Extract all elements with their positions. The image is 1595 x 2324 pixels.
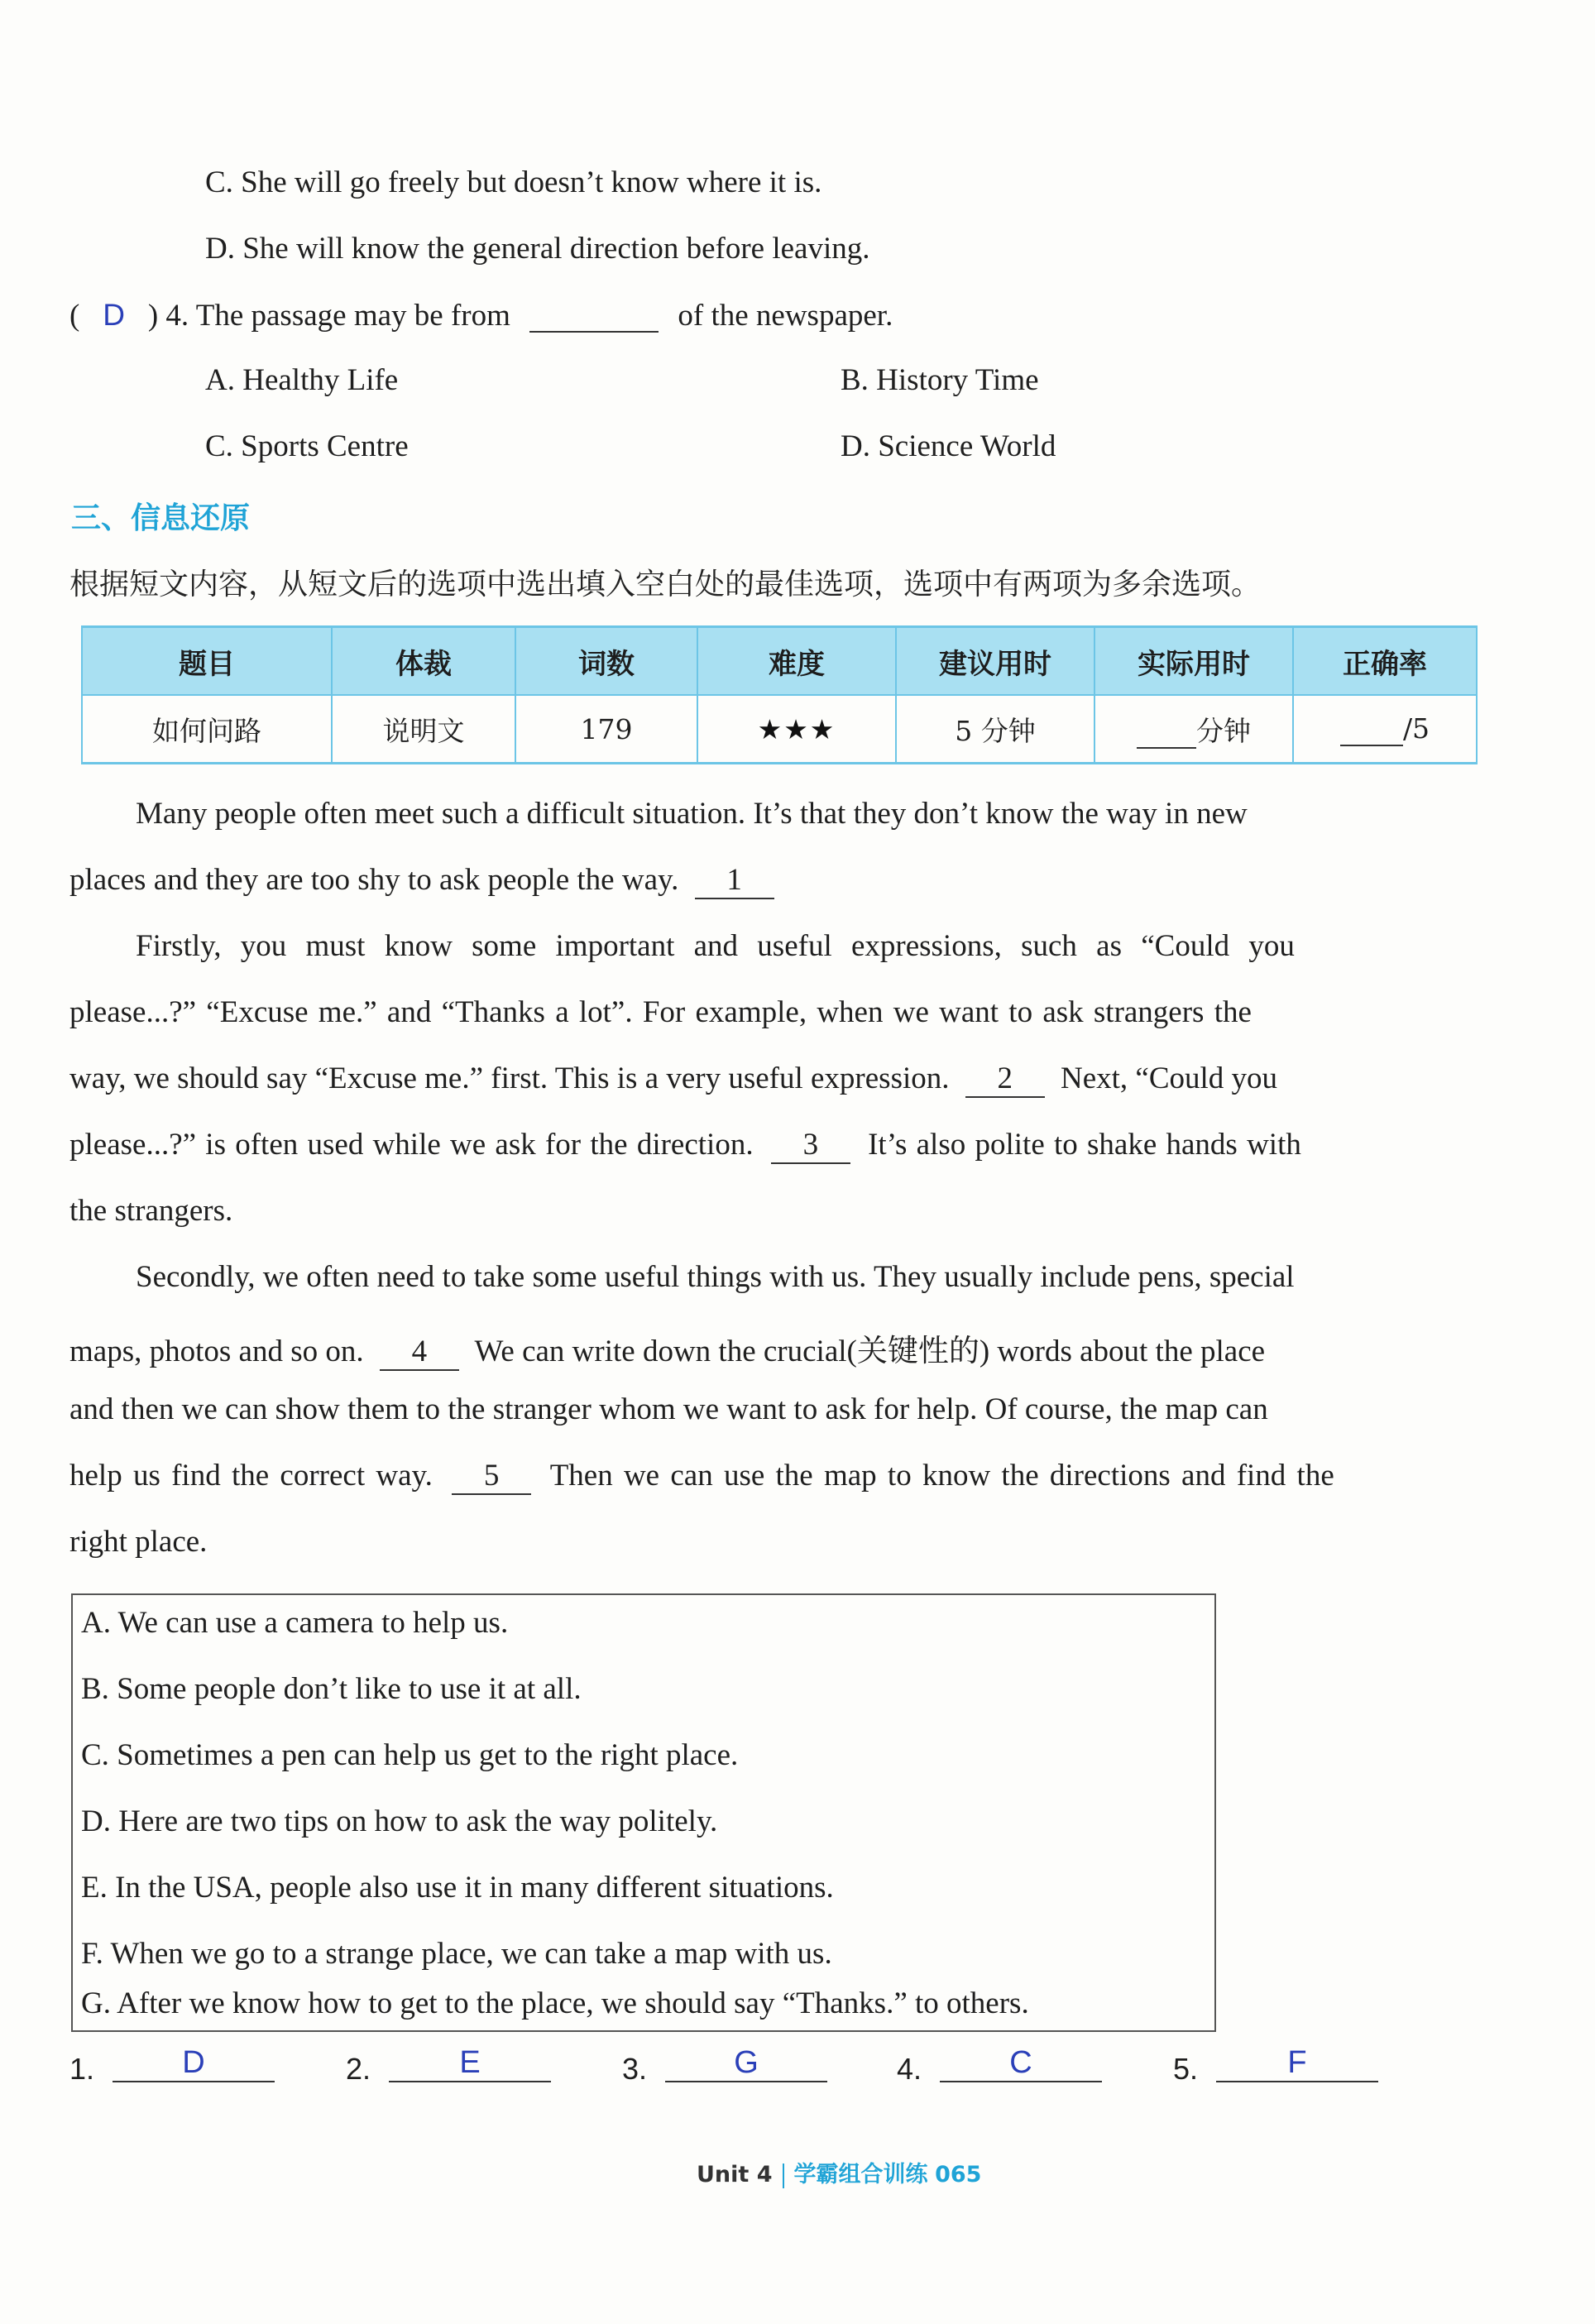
answer-5-value[interactable]: F (1216, 2045, 1378, 2082)
answer-1-value[interactable]: D (113, 2045, 275, 2082)
q3-option-d: D. She will know the general direction before leaving. (205, 232, 870, 266)
answer-2-num: 2. (346, 2052, 371, 2086)
passage-p1-line2-text: places and they are too shy to ask people the way. (69, 863, 679, 897)
answer-1[interactable] (69, 2045, 275, 2089)
cell-topic: 如何问路 (82, 695, 332, 764)
choice-g: G. After we know how to get to the place, we should say “Thanks.” to others. (81, 1986, 1029, 2020)
passage-p2-line4 (69, 1127, 1301, 1164)
question-4 (69, 299, 893, 333)
header-suggested-time: 建议用时 (896, 627, 1094, 696)
actual-time-unit: 分钟 (1196, 714, 1251, 747)
passage-blank-3[interactable]: 3 (771, 1128, 850, 1164)
passage-p3-line5: right place. (69, 1525, 208, 1559)
cell-words: 179 (515, 695, 697, 764)
answer-2[interactable] (346, 2045, 551, 2089)
header-topic: 题目 (82, 627, 332, 696)
choice-c: C. Sometimes a pen can help us get to the right place. (81, 1738, 739, 1772)
q3-option-c: C. She will go freely but doesn’t know where it is. (205, 165, 822, 199)
header-difficulty: 难度 (697, 627, 896, 696)
accuracy-suffix: /5 (1402, 712, 1430, 745)
header-genre: 体裁 (332, 627, 515, 696)
q4-stem-after: of the newspaper. (678, 299, 893, 333)
q4-option-a: A. Healthy Life (205, 363, 399, 397)
choice-d: D. Here are two tips on how to ask the way politely. (81, 1804, 718, 1838)
answer-3[interactable] (622, 2045, 827, 2089)
passage-blank-4[interactable]: 4 (380, 1335, 459, 1371)
q4-stem-before: 4. The passage may be from (165, 299, 510, 333)
footer-page-number: 065 (935, 2162, 982, 2187)
accuracy-blank[interactable] (1340, 712, 1403, 746)
passage-p3-line3: and then we can show them to the stranger whom we want to ask for help. Of course, the map can (69, 1392, 1268, 1426)
cell-accuracy[interactable] (1293, 695, 1477, 764)
passage-p2-line4a: please...?” is often used while we ask for the direction. (69, 1128, 754, 1162)
passage-p2-line2: please...?” “Excuse me.” and “Thanks a lot”. For example, when we want to ask strangers the (69, 995, 1252, 1029)
passage-p2-line3 (69, 1061, 1277, 1098)
info-table (81, 625, 1478, 764)
passage-p2-line5: the strangers. (69, 1194, 233, 1228)
passage-p3-line2a: maps, photos and so on. (69, 1335, 364, 1368)
header-words: 词数 (515, 627, 697, 696)
cell-suggested-time: 5 分钟 (896, 695, 1094, 764)
passage-blank-2[interactable]: 2 (965, 1062, 1045, 1098)
passage-p1-line2 (69, 862, 783, 899)
cell-actual-time[interactable] (1094, 695, 1293, 764)
section-title: 三、信息还原 (71, 501, 251, 535)
footer-divider (783, 2163, 784, 2188)
passage-p2-line4b: It’s also polite to shake hands with (868, 1128, 1301, 1162)
cell-difficulty-stars: ★★★ (697, 695, 896, 764)
answer-4-value[interactable]: C (940, 2045, 1102, 2082)
answer-5-num: 5. (1173, 2052, 1199, 2086)
answer-4-num: 4. (897, 2052, 922, 2086)
passage-p1-line1: Many people often meet such a difficult situation. It’s that they don’t know the way in new (136, 797, 1248, 831)
answer-3-value[interactable]: G (665, 2045, 827, 2082)
footer-brand: 学霸组合训练 (793, 2162, 928, 2187)
header-accuracy: 正确率 (1293, 627, 1477, 696)
passage-p2-line3a: way, we should say “Excuse me.” first. This is a very useful expression. (69, 1061, 950, 1095)
choice-a: A. We can use a camera to help us. (81, 1606, 509, 1640)
passage-blank-1[interactable]: 1 (695, 864, 774, 899)
passage-p3-line2 (69, 1325, 1265, 1371)
q4-blank (529, 300, 659, 333)
answer-1-num: 1. (69, 2052, 95, 2086)
cell-genre: 说明文 (332, 695, 515, 764)
q4-paren-close: ) (147, 299, 159, 333)
q4-paren-open: ( (69, 299, 80, 333)
answer-2-value[interactable]: E (389, 2045, 551, 2082)
info-table-header-row (82, 627, 1477, 696)
q4-option-b: B. History Time (841, 363, 1039, 397)
choices-box (71, 1593, 1216, 2032)
page-footer (697, 2156, 981, 2188)
passage-p3-line2b: We can write down the crucial(关键性的) words about the place (474, 1335, 1266, 1368)
choice-f: F. When we go to a strange place, we can take a map with us. (81, 1937, 832, 1971)
q4-answer: D (103, 298, 125, 332)
answer-3-num: 3. (622, 2052, 648, 2086)
answer-4[interactable] (897, 2045, 1102, 2089)
passage-p2-line3b: Next, “Could you (1061, 1061, 1278, 1095)
passage-p3-line4a: help us find the correct way. (69, 1459, 433, 1493)
actual-time-blank[interactable] (1137, 715, 1196, 749)
passage-blank-5[interactable]: 5 (452, 1459, 531, 1495)
passage-p3-line4b: Then we can use the map to know the directions and find the (549, 1459, 1334, 1493)
footer-unit: Unit 4 (697, 2162, 773, 2187)
passage-p2-line1: Firstly, you must know some important and useful expressions, such as “Could you (136, 929, 1295, 963)
header-actual-time: 实际用时 (1094, 627, 1293, 696)
info-table-row (82, 695, 1477, 764)
answer-5[interactable] (1173, 2045, 1378, 2089)
passage-p3-line4 (69, 1458, 1334, 1495)
choice-e: E. In the USA, people also use it in many different situations. (81, 1871, 834, 1905)
section-instruction: 根据短文内容，从短文后的选项中选出填入空白处的最佳选项，选项中有两项为多余选项。 (69, 568, 1262, 601)
passage-p3-line1: Secondly, we often need to take some useful things with us. They usually include pens, special (136, 1260, 1295, 1294)
choice-b: B. Some people don’t like to use it at all. (81, 1672, 582, 1706)
q4-option-d: D. Science World (841, 429, 1056, 463)
q4-option-c: C. Sports Centre (205, 429, 409, 463)
